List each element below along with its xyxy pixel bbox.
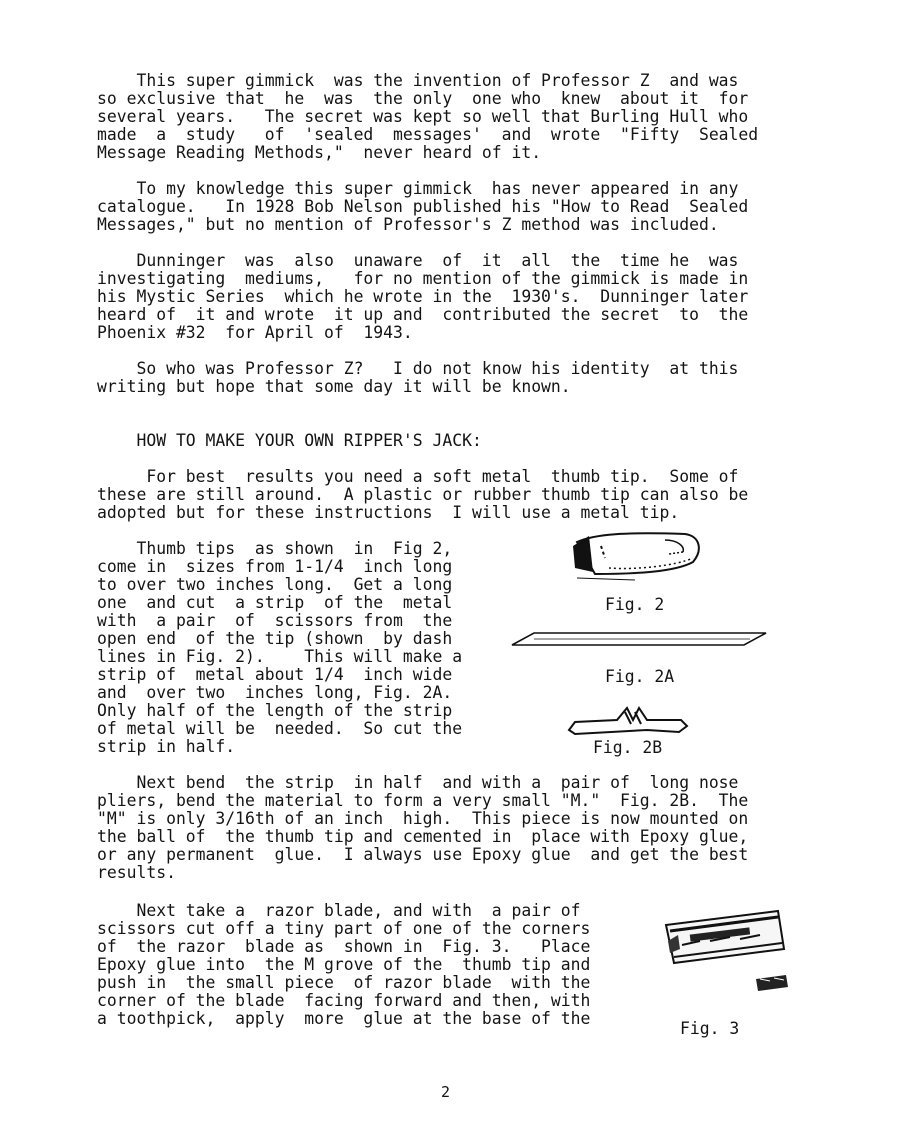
text-line: these are still around. A plastic or rubber thumb tip can also be (97, 485, 749, 504)
text-line: with a pair of scissors from the (97, 611, 453, 630)
figure-caption-fig2b: Fig. 2B (593, 738, 663, 757)
text-line: Epoxy glue into the M grove of the thumb tip and (97, 955, 591, 974)
text-line: a toothpick, apply more glue at the base of the (97, 1009, 591, 1028)
thumb-tip-figure (565, 528, 705, 598)
text-line: This super gimmick was the invention of Professor Z and was (97, 71, 739, 90)
text-line: his Mystic Series which he wrote in the 1930's. Dunninger later (97, 287, 749, 306)
text-line: adopted but for these instructions I will use a metal tip. (97, 503, 680, 522)
text-line: investigating mediums, for no mention of the gimmick is made in (97, 269, 749, 288)
text-line: the ball of the thumb tip and cemented in place with Epoxy glue, (97, 827, 749, 846)
page-number: 2 (441, 1083, 451, 1101)
text-line: results. (97, 863, 176, 882)
text-line: catalogue. In 1928 Bob Nelson published his "How to Read Sealed (97, 197, 749, 216)
text-line: Messages," but no mention of Professor's Z method was included. (97, 215, 719, 234)
text-line: For best results you need a soft metal thumb tip. Some of (97, 467, 739, 486)
text-line: pliers, bend the material to form a very small "M." Fig. 2B. The (97, 791, 749, 810)
text-line: several years. The secret was kept so well that Burling Hull who (97, 107, 749, 126)
text-line: Dunninger was also unaware of it all the time he was (97, 251, 739, 270)
text-line: of the razor blade as shown in Fig. 3. Place (97, 937, 591, 956)
text-line: so exclusive that he was the only one who knew about it for (97, 89, 749, 108)
text-line: "M" is only 3/16th of an inch high. This piece is now mounted on (97, 809, 749, 828)
razor-blade-figure (660, 905, 792, 995)
text-line: Next bend the strip in half and with a pair of long nose (97, 773, 739, 792)
text-line: To my knowledge this super gimmick has never appeared in any (97, 179, 739, 198)
text-line: Only half of the length of the strip (97, 701, 453, 720)
figure-caption-fig2: Fig. 2 (605, 595, 665, 614)
text-line: Message Reading Methods," never heard of it. (97, 143, 542, 162)
text-line: Thumb tips as shown in Fig 2, (97, 539, 453, 558)
text-line: lines in Fig. 2). This will make a (97, 647, 463, 666)
text-line: heard of it and wrote it up and contributed the secret to the (97, 305, 749, 324)
text-line: open end of the tip (shown by dash (97, 629, 453, 648)
text-line: scissors cut off a tiny part of one of the corners (97, 919, 591, 938)
text-line: and over two inches long, Fig. 2A. (97, 683, 453, 702)
text-line: to over two inches long. Get a long (97, 575, 453, 594)
text-line: writing but hope that some day it will be known. (97, 377, 571, 396)
figure-caption-fig3: Fig. 3 (680, 1019, 740, 1038)
text-line: come in sizes from 1-1/4 inch long (97, 557, 453, 576)
text-line: Phoenix #32 for April of 1943. (97, 323, 413, 342)
section-heading: HOW TO MAKE YOUR OWN RIPPER'S JACK: (97, 431, 482, 450)
text-line: of metal will be needed. So cut the (97, 719, 463, 738)
text-line: one and cut a strip of the metal (97, 593, 453, 612)
bent-m-strip-figure (565, 700, 695, 740)
text-line: or any permanent glue. I always use Epoxy glue and get the best (97, 845, 749, 864)
text-line: made a study of 'sealed messages' and wrote "Fifty Sealed (97, 125, 759, 144)
text-line: So who was Professor Z? I do not know his identity at this (97, 359, 739, 378)
figure-caption-fig2a: Fig. 2A (605, 667, 675, 686)
text-line: push in the small piece of razor blade with the (97, 973, 591, 992)
text-line: strip in half. (97, 737, 236, 756)
text-line: corner of the blade facing forward and then, with (97, 991, 591, 1010)
text-line: Next take a razor blade, and with a pair of (97, 901, 581, 920)
metal-strip-figure (510, 630, 770, 650)
text-line: strip of metal about 1/4 inch wide (97, 665, 453, 684)
